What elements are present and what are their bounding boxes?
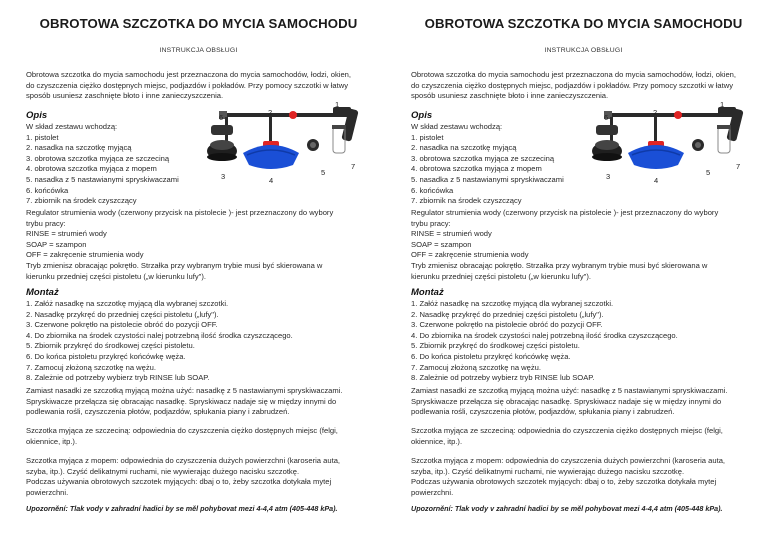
list-item: 7. zbiornik na środek czyszczący bbox=[26, 196, 137, 206]
callout-3: 3 bbox=[221, 172, 226, 181]
text-line: Szczotka myjąca z mopem: odpowiednia do czyszczenia dużych powierzchni (karoseria auta, bbox=[26, 456, 341, 465]
opis-list bbox=[411, 122, 571, 207]
list-item: 7. Zamocuj złożoną szczotkę na wężu. bbox=[26, 362, 156, 372]
sprayer-nozzle-image bbox=[307, 139, 319, 151]
column-right bbox=[411, 0, 768, 543]
text-line: SOAP = szampon bbox=[411, 239, 472, 249]
sprayer-nozzle-image bbox=[692, 139, 704, 151]
list-item: W skład zestawu wchodzą: bbox=[411, 122, 503, 131]
szczecina-paragraph bbox=[411, 426, 756, 447]
intro-line: sposób usuniesz zaschnięte błoto i inne zanieczyszczenia. bbox=[26, 91, 224, 101]
column-left bbox=[26, 0, 396, 543]
list-item: 5. Zbiornik przykręć do środkowej części pistoletu. bbox=[26, 341, 195, 351]
intro-paragraph bbox=[411, 70, 756, 102]
text-line: Zamiast nasadki ze szczotką myjącą można użyć: nasadkę z 5 nastawianymi spryskiwaczami. bbox=[26, 386, 343, 395]
opis-heading: Opis bbox=[411, 110, 433, 121]
text-line: RINSE = strumień wody bbox=[26, 229, 107, 239]
callout-2: 2 bbox=[268, 108, 273, 117]
list-item: 2. nasadka na szczotkę myjącą bbox=[411, 143, 517, 153]
callout-6: 6 bbox=[219, 113, 224, 122]
warning-note: Upozornění: Tlak vody v zahradní hadici by se měl pohybovat mezi 4-4,4 atm (405-448 kPa). bbox=[411, 504, 723, 513]
text-line: OFF = zakręcenie strumienia wody bbox=[26, 250, 144, 260]
list-item: 3. obrotowa szczotka myjąca ze szczeciną bbox=[26, 153, 170, 163]
text-line: szyba, itp.). Czyść delikatnymi ruchami, nie wywierając dużego nacisku szczotkę. bbox=[411, 466, 685, 476]
list-item: 7. zbiornik na środek czyszczący bbox=[411, 196, 522, 206]
text-line: Szczotka myjąca ze szczeciną: odpowiednia do czyszczenia ciężko dostępnych miejsc (felgi, bbox=[411, 426, 723, 435]
list-item: 5. nasadka z 5 nastawianymi spryskiwaczami bbox=[411, 174, 564, 184]
list-item: 1. pistolet bbox=[411, 132, 444, 142]
text-line: powierzchni. bbox=[26, 487, 69, 497]
bristle-brush-image bbox=[207, 125, 237, 161]
opis-list bbox=[26, 122, 186, 207]
intro-line: Obrotowa szczotka do mycia samochodu jest przeznaczona do mycia samochodów, łodzi, okien, bbox=[26, 70, 352, 79]
list-item: 2. nasadka na szczotkę myjącą bbox=[26, 143, 132, 153]
text-line: kierunku przedniej części pistoletu („w kierunku lufy"). bbox=[26, 271, 206, 281]
text-line: powierzchni. bbox=[411, 487, 454, 497]
list-item: 6. Do końca pistoletu przykręć końcówkę węża. bbox=[411, 351, 571, 361]
list-item: 2. Nasadkę przykręć do przedniej części pistoletu („lufy"). bbox=[411, 309, 604, 319]
page-title: OBROTOWA SZCZOTKA DO MYCIA SAMOCHODU bbox=[424, 16, 743, 31]
montaz-heading: Montaż bbox=[411, 287, 444, 298]
list-item: 8. Zależnie od potrzeby wybierz tryb RINSE lub SOAP. bbox=[26, 373, 210, 383]
list-item: 8. Zależnie od potrzeby wybierz tryb RINSE lub SOAP. bbox=[411, 373, 595, 383]
text-line: SOAP = szampon bbox=[26, 239, 87, 249]
szczecina-paragraph bbox=[26, 426, 371, 447]
nasadka-paragraph bbox=[411, 386, 756, 418]
callout-4: 4 bbox=[654, 176, 659, 185]
text-line: trybu pracy: bbox=[411, 218, 451, 228]
list-item: 4. Do zbiornika na środek czystości nalej potrzebną ilość środka czyszczącego. bbox=[411, 330, 678, 340]
regulator-paragraph bbox=[26, 208, 371, 282]
spray-gun-image bbox=[219, 107, 359, 142]
warning-note: Upozornění: Tlak vody v zahradní hadici by se měl pohybovat mezi 4-4,4 atm (405-448 kPa). bbox=[26, 504, 338, 513]
page-title: OBROTOWA SZCZOTKA DO MYCIA SAMOCHODU bbox=[39, 16, 358, 31]
text-line: trybu pracy: bbox=[26, 218, 66, 228]
list-item: 1. Załóż nasadkę na szczotkę myjącą dla wybranej szczotki. bbox=[26, 299, 229, 308]
text-line: Tryb zmienisz obracając pokrętło. Strzałka przy wybranym trybie musi być skierowana w bbox=[26, 260, 323, 270]
montaz-list bbox=[26, 299, 371, 384]
list-item: 3. Czerwone pokrętło na pistolecie obróć do pozycji OFF. bbox=[26, 320, 218, 330]
intro-line: sposób usuniesz zaschnięte błoto i inne zanieczyszczenia. bbox=[411, 91, 609, 101]
product-illustration bbox=[185, 99, 365, 185]
text-line: Podczas używania obrotowych szczotek myjących: dbaj o to, żeby szczotka dotykała mytej bbox=[411, 477, 717, 487]
list-item: 3. Czerwone pokrętło na pistolecie obróć do pozycji OFF. bbox=[411, 320, 603, 330]
text-line: okiennice, itp.). bbox=[411, 436, 463, 446]
list-item: 6. końcówka bbox=[411, 185, 454, 195]
list-item: W skład zestawu wchodzą: bbox=[26, 122, 118, 131]
bristle-brush-image bbox=[592, 125, 622, 161]
list-item: 6. Do końca pistoletu przykręć końcówkę węża. bbox=[26, 351, 186, 361]
montaz-heading: Montaż bbox=[26, 287, 59, 298]
text-line: podlewania rośli, czyszczenia płotów, podjazdów, spłukania piany i zabrudzeń. bbox=[26, 407, 290, 417]
text-line: okiennice, itp.). bbox=[26, 436, 78, 446]
mop-brush-image bbox=[243, 141, 299, 169]
list-item: 5. Zbiornik przykręć do środkowej części pistoletu. bbox=[411, 341, 580, 351]
callout-5: 5 bbox=[706, 168, 711, 177]
text-line: Regulator strumienia wody (czerwony przycisk na pistolecie )- jest przeznaczony do wybory bbox=[411, 208, 719, 217]
page-subtitle: INSTRUKCJA OBSŁUGI bbox=[544, 47, 623, 54]
intro-paragraph bbox=[26, 70, 371, 102]
callout-5: 5 bbox=[321, 168, 326, 177]
text-line: RINSE = strumień wody bbox=[411, 229, 492, 239]
text-line: Szczotka myjąca ze szczeciną: odpowiednia do czyszczenia ciężko dostępnych miejsc (felgi, bbox=[26, 426, 338, 435]
page-subtitle: INSTRUKCJA OBSŁUGI bbox=[159, 47, 238, 54]
callout-3: 3 bbox=[606, 172, 611, 181]
list-item: 4. obrotowa szczotka myjąca z mopem bbox=[26, 164, 157, 174]
text-line: kierunku przedniej części pistoletu („w kierunku lufy"). bbox=[411, 271, 591, 281]
intro-line: do czyszczenia ciężko dostępnych miejsc, podjazdów i pokładów. Przy pomocy szczotki w łatwy bbox=[411, 80, 734, 90]
text-line: podlewania rośli, czyszczenia płotów, podjazdów, spłukania piany i zabrudzeń. bbox=[411, 407, 675, 417]
list-item: 4. Do zbiornika na środek czystości nalej potrzebną ilość środka czyszczącego. bbox=[26, 330, 293, 340]
text-line: Szczotka myjąca z mopem: odpowiednia do czyszczenia dużych powierzchni (karoseria auta, bbox=[411, 456, 726, 465]
mop-paragraph bbox=[26, 456, 371, 498]
regulator-paragraph bbox=[411, 208, 756, 282]
callout-7: 7 bbox=[736, 162, 741, 171]
callout-2: 2 bbox=[653, 108, 658, 117]
text-line: Spryskiwacze przełącza się obracając nasadkę. Spryskiwacz nadaje się w między innymi do bbox=[26, 396, 337, 406]
nasadka-paragraph bbox=[26, 386, 371, 418]
list-item: 6. końcówka bbox=[26, 185, 69, 195]
callout-1: 1 bbox=[720, 100, 725, 109]
text-line: Spryskiwacze przełącza się obracając nasadkę. Spryskiwacz nadaje się w między innymi do bbox=[411, 396, 722, 406]
callout-4: 4 bbox=[269, 176, 274, 185]
list-item: 5. nasadka z 5 nastawianymi spryskiwaczami bbox=[26, 174, 179, 184]
intro-line: do czyszczenia ciężko dostępnych miejsc, podjazdów i pokładów. Przy pomocy szczotki w łatwy bbox=[26, 80, 349, 90]
mop-brush-image bbox=[628, 141, 684, 169]
intro-line: Obrotowa szczotka do mycia samochodu jest przeznaczona do mycia samochodów, łodzi, okien, bbox=[411, 70, 737, 79]
text-line: szyba, itp.). Czyść delikatnymi ruchami, nie wywierając dużego nacisku szczotkę. bbox=[26, 466, 300, 476]
list-item: 4. obrotowa szczotka myjąca z mopem bbox=[411, 164, 542, 174]
list-item: 1. Załóż nasadkę na szczotkę myjącą dla wybranej szczotki. bbox=[411, 299, 614, 308]
text-line: Tryb zmienisz obracając pokrętło. Strzałka przy wybranym trybie musi być skierowana w bbox=[411, 260, 708, 270]
opis-heading: Opis bbox=[26, 110, 48, 121]
product-illustration bbox=[570, 99, 750, 185]
text-line: OFF = zakręcenie strumienia wody bbox=[411, 250, 529, 260]
mop-paragraph bbox=[411, 456, 756, 498]
text-line: Zamiast nasadki ze szczotką myjącą można użyć: nasadkę z 5 nastawianymi spryskiwaczami. bbox=[411, 386, 728, 395]
spray-gun-image bbox=[604, 107, 744, 142]
list-item: 3. obrotowa szczotka myjąca ze szczeciną bbox=[411, 153, 555, 163]
callout-6: 6 bbox=[604, 113, 609, 122]
list-item: 1. pistolet bbox=[26, 132, 59, 142]
text-line: Regulator strumienia wody (czerwony przycisk na pistolecie )- jest przeznaczony do wybory bbox=[26, 208, 334, 217]
callout-7: 7 bbox=[351, 162, 356, 171]
list-item: 7. Zamocuj złożoną szczotkę na wężu. bbox=[411, 362, 541, 372]
montaz-list bbox=[411, 299, 756, 384]
callout-1: 1 bbox=[335, 100, 340, 109]
text-line: Podczas używania obrotowych szczotek myjących: dbaj o to, żeby szczotka dotykała mytej bbox=[26, 477, 332, 487]
list-item: 2. Nasadkę przykręć do przedniej części pistoletu („lufy"). bbox=[26, 309, 219, 319]
